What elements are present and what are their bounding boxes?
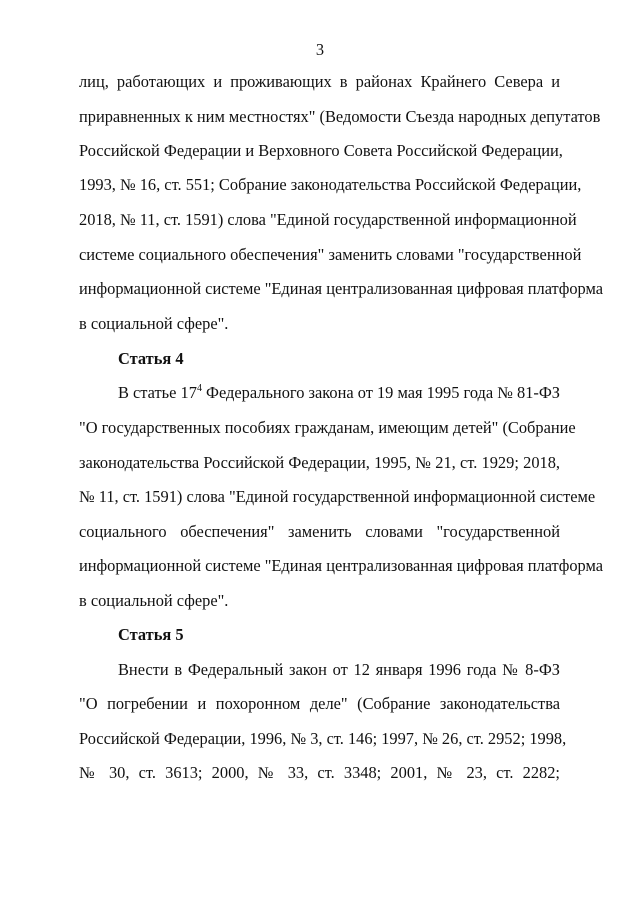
page-number: 3: [315, 40, 325, 59]
text-line: № 30, ст. 3613; 2000, № 33, ст. 3348; 2001, № 23, ст. 2282;: [79, 763, 560, 782]
text-line: информационной системе "Единая централизованная цифровая платформа: [79, 279, 604, 298]
text-line: лиц, работающих и проживающих в районах Крайнего Севера и: [79, 72, 560, 91]
text-line: информационной системе "Единая централизованная цифровая платформа: [79, 556, 604, 575]
article-number-superscript: 4: [196, 383, 202, 394]
text-line: 2018, № 11, ст. 1591) слова "Единой государственной информационной: [79, 210, 577, 229]
text-line: "О погребении и похоронном деле" (Собрание законодательства: [79, 694, 560, 713]
text-line: приравненных к ним местностях" (Ведомости Съезда народных депутатов: [79, 107, 601, 126]
text-line: системе социального обеспечения" заменить словами "государственной: [79, 245, 582, 264]
text-line: [118, 383, 560, 403]
article-4-text-start: В статье 17: [118, 383, 197, 402]
text-line: "О государственных пособиях гражданам, имеющим детей" (Собрание: [79, 418, 576, 437]
text-line: № 11, ст. 1591) слова "Единой государственной информационной системе: [79, 487, 596, 506]
text-line: в социальной сфере".: [79, 591, 229, 610]
article-5-heading: Статья 5: [118, 625, 184, 644]
article-4-text-rest: Федерального закона от 19 мая 1995 года № 81-ФЗ: [201, 383, 561, 402]
text-line: Внести в Федеральный закон от 12 января 1996 года № 8-ФЗ: [118, 660, 560, 679]
article-4-heading: Статья 4: [118, 349, 184, 368]
text-line: Российской Федерации, 1996, № 3, ст. 146; 1997, № 26, ст. 2952; 1998,: [79, 729, 567, 748]
text-line: Российской Федерации и Верховного Совета Российской Федерации,: [79, 141, 563, 160]
text-line: в социальной сфере".: [79, 314, 229, 333]
text-line: социального обеспечения" заменить словами "государственной: [79, 522, 560, 541]
text-line: законодательства Российской Федерации, 1995, № 21, ст. 1929; 2018,: [79, 453, 560, 472]
text-line: 1993, № 16, ст. 551; Собрание законодательства Российской Федерации,: [79, 175, 582, 194]
